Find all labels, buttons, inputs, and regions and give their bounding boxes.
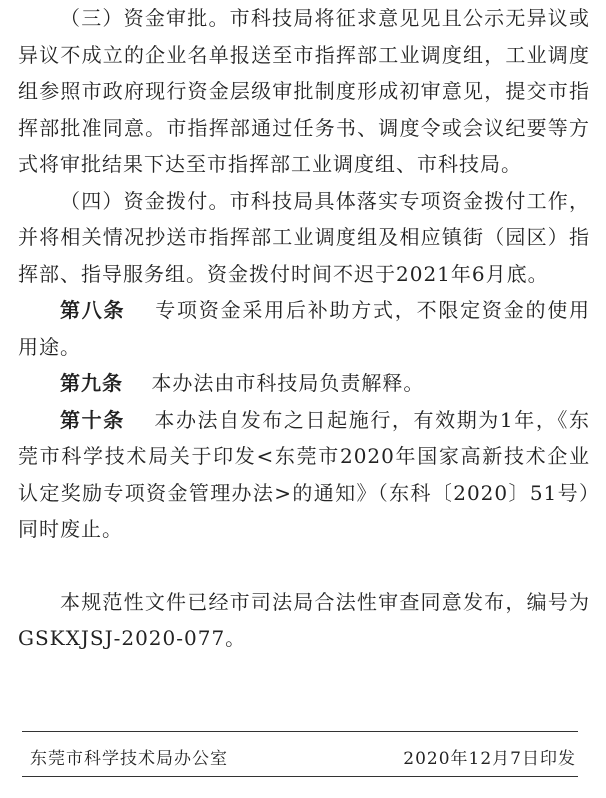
paragraph-funding-disbursement <box>18 183 590 293</box>
article-text: 专项资金采用后补助方式，不限定资金的使用用途。 <box>18 298 591 359</box>
footer-top-rule <box>22 731 578 732</box>
footer-bottom-rule <box>22 776 578 777</box>
article-text: 本办法由市科技局负责解释。 <box>151 371 425 395</box>
spacer <box>18 548 590 584</box>
paragraph-text: （四）资金拨付。市科技局具体落实专项资金拨付工作，并将相关情况抄送市指挥部工业调度组及相应镇街（园区）指挥部、指导服务组。资金拨付时间不迟于2021年6月底。 <box>18 188 590 286</box>
article-9 <box>18 365 590 402</box>
notice-text: 本规范性文件已经市司法局合法性审查同意发布，编号为GSKXJSJ-2020-077。 <box>18 589 590 650</box>
legal-review-notice <box>18 584 590 657</box>
article-label: 第八条 <box>60 298 126 322</box>
article-label: 第十条 <box>60 407 125 432</box>
article-10 <box>18 402 590 548</box>
paragraph-funding-approval <box>18 0 590 183</box>
article-8 <box>18 292 590 365</box>
article-label: 第九条 <box>60 371 123 395</box>
article-text: 本办法自发布之日起施行，有效期为1年，《东莞市科学技术局关于印发<东莞市2020年国家高新技术企业认定奖励专项资金管理办法>的通知》（东科〔2020〕51号）同时废止。 <box>18 407 591 541</box>
paragraph-text: （三）资金审批。市科技局将征求意见见且公示无异议或异议不成立的企业名单报送至市指挥部工业调度组，工业调度组参照市政府现行资金层级审批制度形成初审意见，提交市指挥部批准同意。市指挥部通过任务书、调度令或会议纪要等方式将审批结果下达至市指挥部工业调度组、市科技局。 <box>18 6 590 176</box>
footer-issue-date: 2020年12月7日印发 <box>403 749 576 769</box>
footer-issuer: 东莞市科学技术局办公室 <box>30 749 228 769</box>
document-body <box>18 0 590 657</box>
